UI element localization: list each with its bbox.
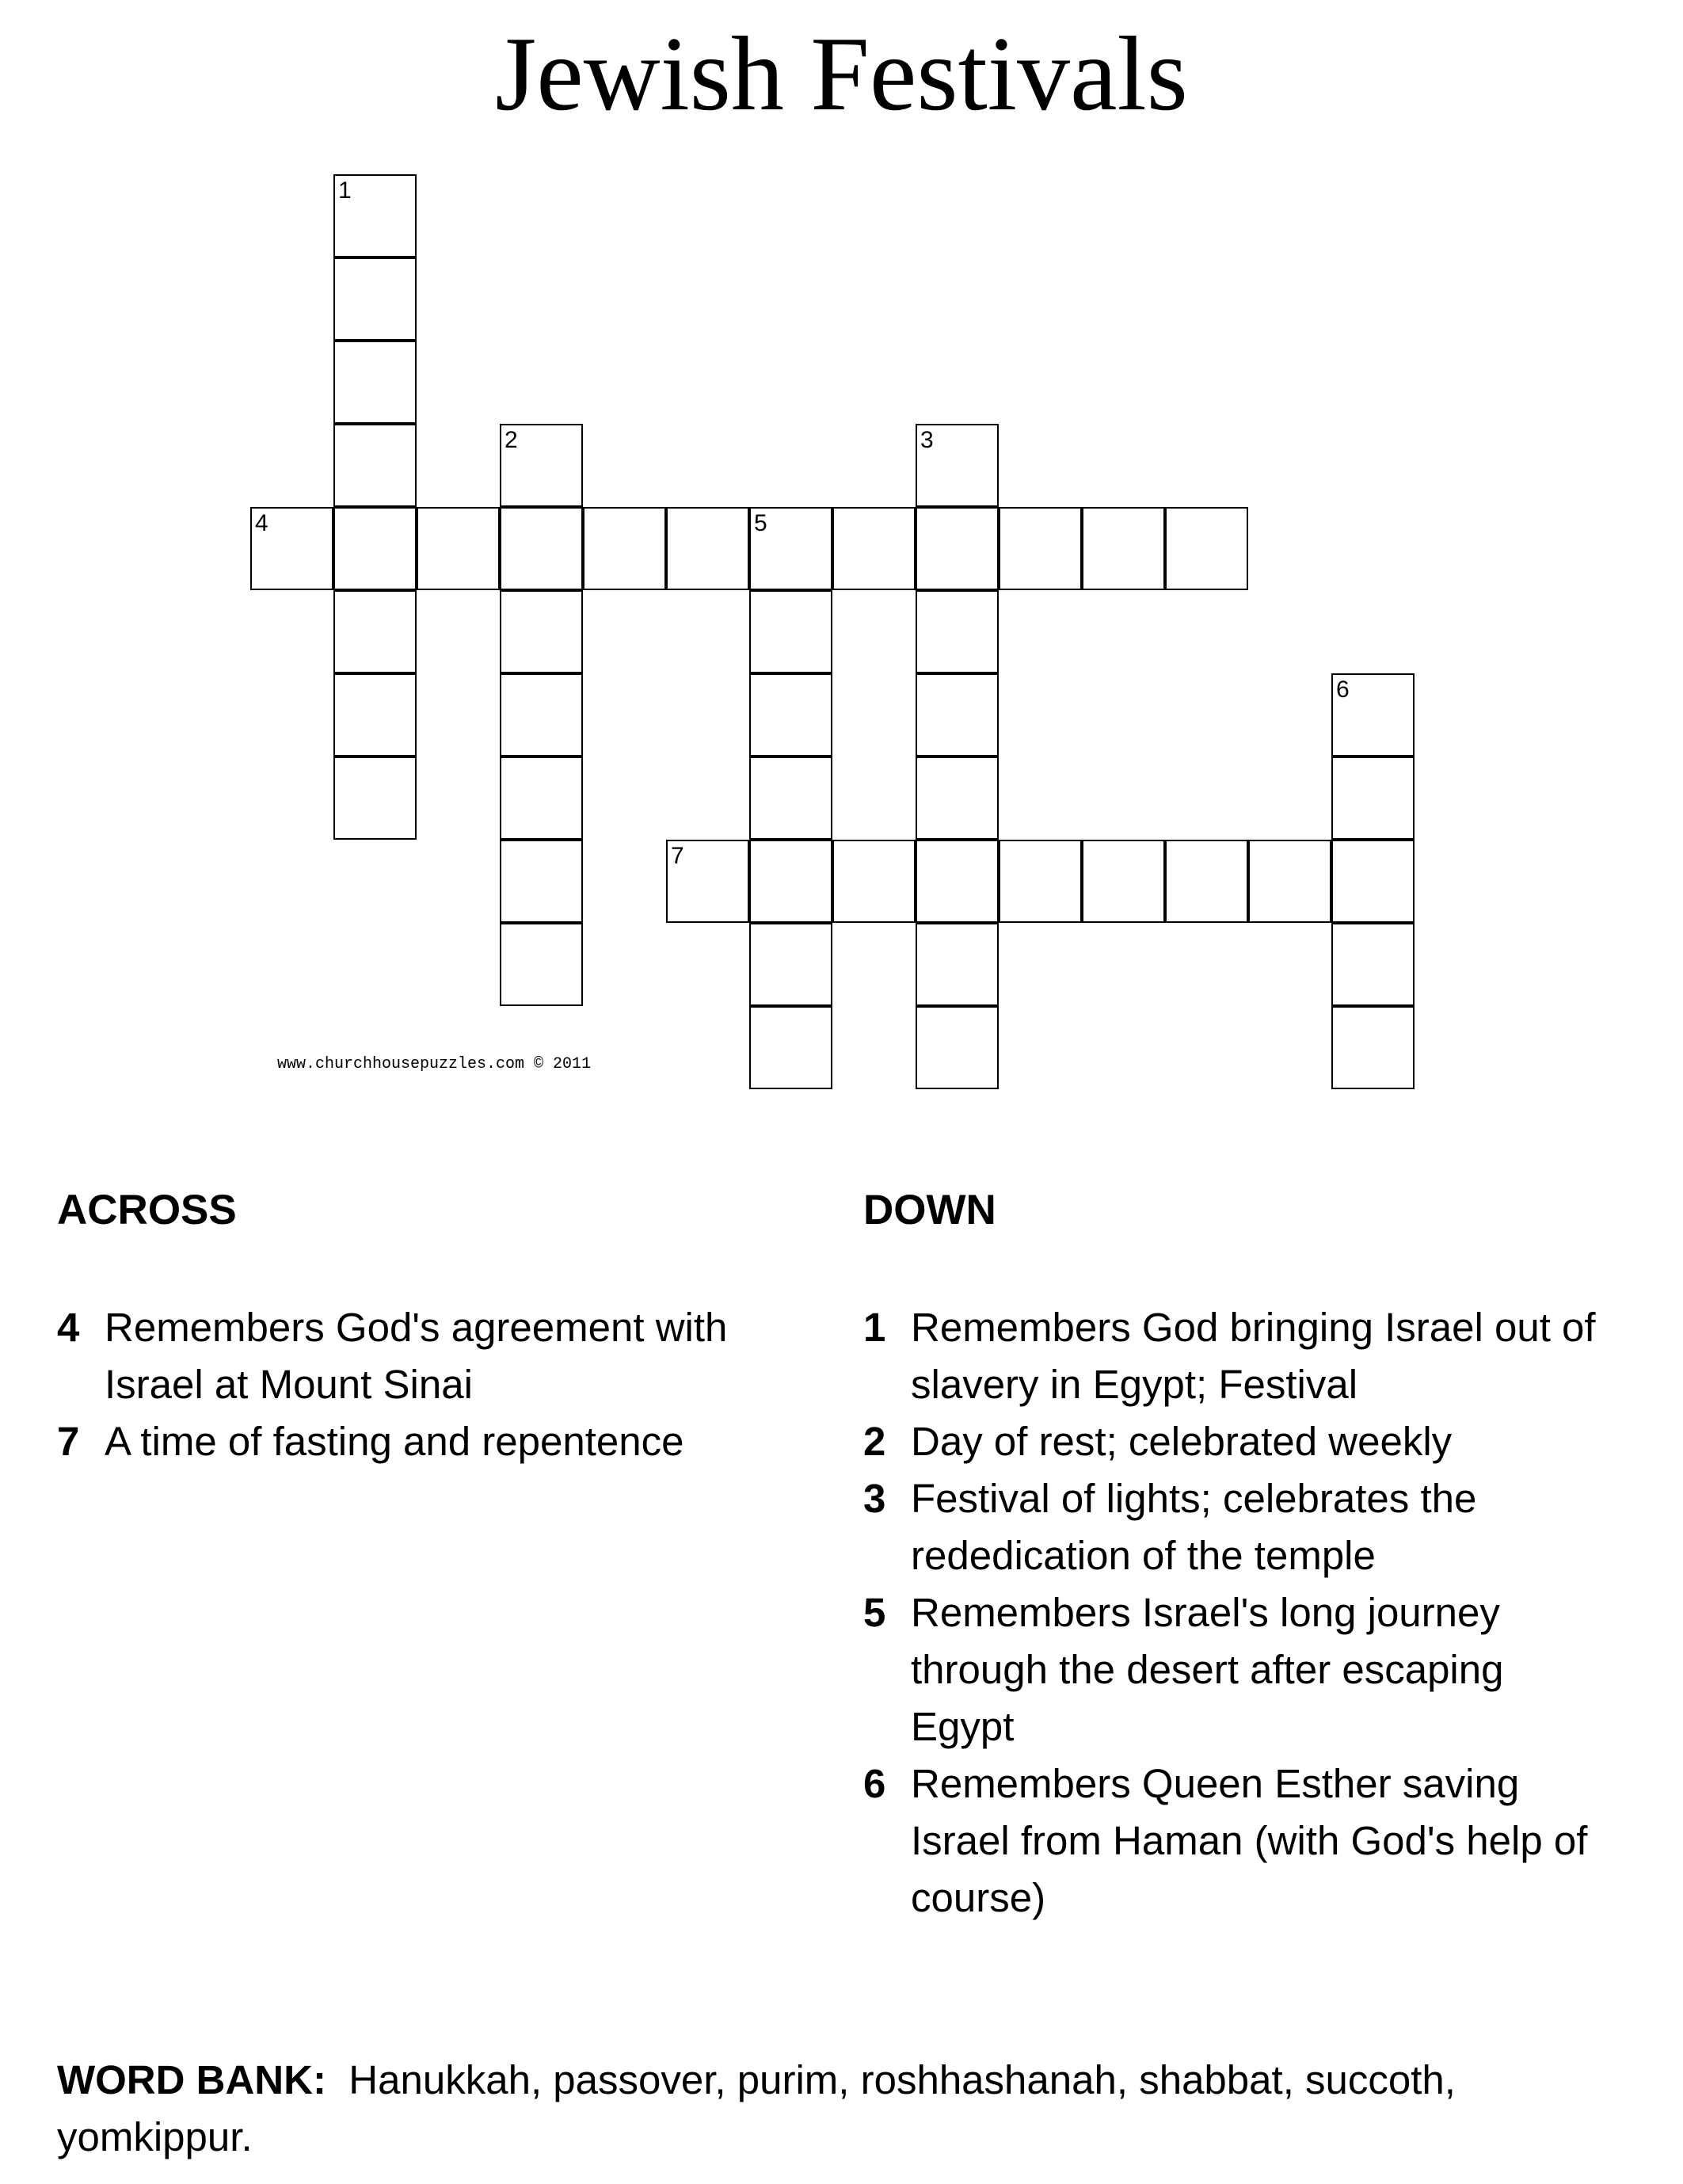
grid-cell[interactable] bbox=[1248, 840, 1331, 923]
grid-cell[interactable] bbox=[749, 840, 832, 923]
clue-number: 2 bbox=[863, 1419, 886, 1464]
down-clue bbox=[863, 1413, 1608, 1470]
grid-cell[interactable] bbox=[500, 424, 583, 507]
grid-cell[interactable] bbox=[999, 507, 1082, 590]
clue-text: Remembers God bringing Israel out of slavery in Egypt; Festival bbox=[911, 1305, 1596, 1407]
clue-text: Day of rest; celebrated weekly bbox=[911, 1419, 1453, 1464]
grid-cell[interactable] bbox=[1082, 840, 1165, 923]
grid-cell[interactable] bbox=[1331, 840, 1415, 923]
copyright-credit: www.churchhousepuzzles.com © 2011 bbox=[277, 1055, 592, 1073]
grid-cell[interactable] bbox=[1082, 507, 1165, 590]
grid-cell[interactable] bbox=[333, 757, 417, 840]
grid-cell[interactable] bbox=[1331, 673, 1415, 757]
across-clue-list bbox=[57, 1299, 802, 1470]
grid-cell[interactable] bbox=[500, 507, 583, 590]
grid-cell[interactable] bbox=[916, 757, 999, 840]
grid-cell[interactable] bbox=[916, 673, 999, 757]
grid-cell[interactable] bbox=[333, 341, 417, 424]
down-clue bbox=[863, 1584, 1608, 1755]
grid-cell[interactable] bbox=[916, 424, 999, 507]
grid-cell[interactable] bbox=[333, 673, 417, 757]
grid-cell[interactable] bbox=[500, 673, 583, 757]
cell-number: 2 bbox=[505, 427, 518, 453]
word-bank bbox=[57, 2052, 1562, 2166]
clue-number: 6 bbox=[863, 1761, 886, 1806]
grid-cell[interactable] bbox=[1331, 757, 1415, 840]
grid-cell[interactable] bbox=[333, 424, 417, 507]
grid-cell[interactable] bbox=[333, 257, 417, 341]
grid-cell[interactable] bbox=[1331, 923, 1415, 1006]
grid-cell[interactable] bbox=[500, 923, 583, 1006]
grid-cell[interactable] bbox=[417, 507, 500, 590]
grid-cell[interactable] bbox=[916, 840, 999, 923]
grid-cell[interactable] bbox=[749, 507, 832, 590]
grid-cell[interactable] bbox=[916, 590, 999, 673]
clue-text: Remembers God's agreement with Israel at Mount Sinai bbox=[105, 1305, 728, 1407]
grid-cell[interactable] bbox=[500, 757, 583, 840]
clue-text: A time of fasting and repentence bbox=[105, 1419, 684, 1464]
grid-cell[interactable] bbox=[500, 840, 583, 923]
clue-text: Remembers Queen Esther saving Israel from Haman (with God's help of course) bbox=[911, 1761, 1588, 1920]
grid-cell[interactable] bbox=[1331, 1006, 1415, 1089]
word-bank-label: WORD BANK: bbox=[57, 2057, 326, 2102]
grid-cell[interactable] bbox=[749, 757, 832, 840]
cell-number: 1 bbox=[338, 177, 352, 204]
grid-cell[interactable] bbox=[583, 507, 666, 590]
grid-cell[interactable] bbox=[749, 1006, 832, 1089]
grid-cell[interactable] bbox=[832, 507, 916, 590]
grid-cell[interactable] bbox=[666, 507, 749, 590]
cell-number: 7 bbox=[671, 843, 684, 869]
grid-cell[interactable] bbox=[666, 840, 749, 923]
clue-text: Remembers Israel's long journey through the desert after escaping Egypt bbox=[911, 1590, 1504, 1749]
grid-cell[interactable] bbox=[749, 590, 832, 673]
down-clue bbox=[863, 1470, 1608, 1584]
cell-number: 6 bbox=[1336, 677, 1350, 703]
clue-number: 3 bbox=[863, 1476, 886, 1521]
grid-cell[interactable] bbox=[1165, 840, 1248, 923]
across-heading: ACROSS bbox=[57, 1187, 237, 1233]
down-clue bbox=[863, 1299, 1608, 1413]
grid-cell[interactable] bbox=[333, 590, 417, 673]
grid-cell[interactable] bbox=[916, 923, 999, 1006]
cell-number: 5 bbox=[754, 510, 767, 536]
grid-cell[interactable] bbox=[250, 507, 333, 590]
grid-cell[interactable] bbox=[999, 840, 1082, 923]
grid-cell[interactable] bbox=[916, 507, 999, 590]
down-heading: DOWN bbox=[863, 1187, 996, 1233]
clue-number: 5 bbox=[863, 1590, 886, 1635]
cell-number: 3 bbox=[920, 427, 934, 453]
across-clue bbox=[57, 1299, 802, 1413]
grid-cell[interactable] bbox=[749, 673, 832, 757]
grid-cell[interactable] bbox=[333, 507, 417, 590]
clue-text: Festival of lights; celebrates the rededication of the temple bbox=[911, 1476, 1477, 1578]
page-title: Jewish Festivals bbox=[495, 15, 1188, 132]
cell-number: 4 bbox=[255, 510, 268, 536]
grid-cell[interactable] bbox=[333, 174, 417, 257]
clue-number: 7 bbox=[57, 1419, 80, 1464]
down-clue bbox=[863, 1755, 1608, 1927]
grid-cell[interactable] bbox=[832, 840, 916, 923]
grid-cell[interactable] bbox=[1165, 507, 1248, 590]
clue-number: 1 bbox=[863, 1305, 886, 1350]
grid-cell[interactable] bbox=[500, 590, 583, 673]
word-bank-words: Hanukkah, passover, purim, roshhashanah, shabbat, succoth, yomkippur. bbox=[57, 2057, 1456, 2159]
across-clue bbox=[57, 1413, 802, 1470]
down-clue-list bbox=[863, 1299, 1608, 1927]
clue-number: 4 bbox=[57, 1305, 80, 1350]
grid-cell[interactable] bbox=[916, 1006, 999, 1089]
grid-cell[interactable] bbox=[749, 923, 832, 1006]
